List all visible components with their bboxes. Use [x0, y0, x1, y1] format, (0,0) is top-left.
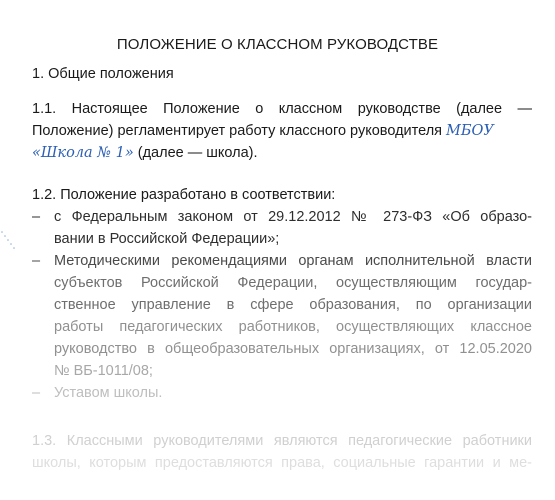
list-dash: – — [32, 253, 41, 269]
decorative-dots-icon — [0, 230, 16, 260]
list-dash: – — [32, 209, 41, 225]
paragraph-1-1 — [32, 98, 532, 164]
list-item-line: Методическими рекомендациями органам исполнительной власти — [54, 253, 532, 269]
list-item-line: работы педагогических работников, осуществляющих классное — [54, 319, 532, 335]
section-heading: 1. Общие положения — [32, 66, 174, 82]
paragraph-1-1-line-3-text: (далее — школа). — [133, 145, 258, 161]
list-item-line: Уставом школы. — [54, 385, 163, 401]
paragraph-1-3-line: школы, которым предоставляются права, социальные гарантии и ме- — [32, 455, 532, 471]
organization-name-part-2: «Школа № 1» — [32, 145, 134, 161]
list-item-line: с Федеральным законом от 29.12.2012 № 273-ФЗ «Об образо- — [54, 209, 532, 225]
list-item — [32, 382, 532, 404]
paragraph-1-1-line-1: 1.1. Настоящее Положение о классном руководстве (далее — — [32, 101, 532, 117]
organization-name-part-1: МБОУ — [446, 123, 494, 139]
document-title: ПОЛОЖЕНИЕ О КЛАССНОМ РУКОВОДСТВЕ — [116, 36, 439, 53]
list-item-line: субъектов Российской Федерации, осуществляющим государ- — [54, 275, 532, 291]
paragraph-1-1-line-3 — [32, 142, 532, 164]
paragraph-1-1-line-2-text: Положение) регламентирует работу классного руководителя — [32, 123, 447, 139]
list-dash: – — [32, 385, 41, 401]
list-item — [32, 206, 532, 250]
list-item-line: № ВБ-1011/08; — [54, 363, 153, 379]
paragraph-1-2-list — [32, 206, 532, 404]
list-item-line: руководство в общеобразовательных организациях, от 12.05.2020 — [54, 341, 532, 357]
paragraph-1-1-line-2 — [32, 120, 532, 142]
paragraph-1-3 — [32, 430, 532, 474]
list-item-line: вании в Российской Федерации»; — [54, 231, 280, 247]
list-item — [32, 250, 532, 382]
list-item-line: ственное управление в сфере образования, по организации — [54, 297, 532, 313]
paragraph-1-2-intro: 1.2. Положение разработано в соответствии: — [32, 187, 336, 203]
paragraph-1-3-line: 1.3. Классными руководителями являются педагогические работники — [32, 433, 532, 449]
